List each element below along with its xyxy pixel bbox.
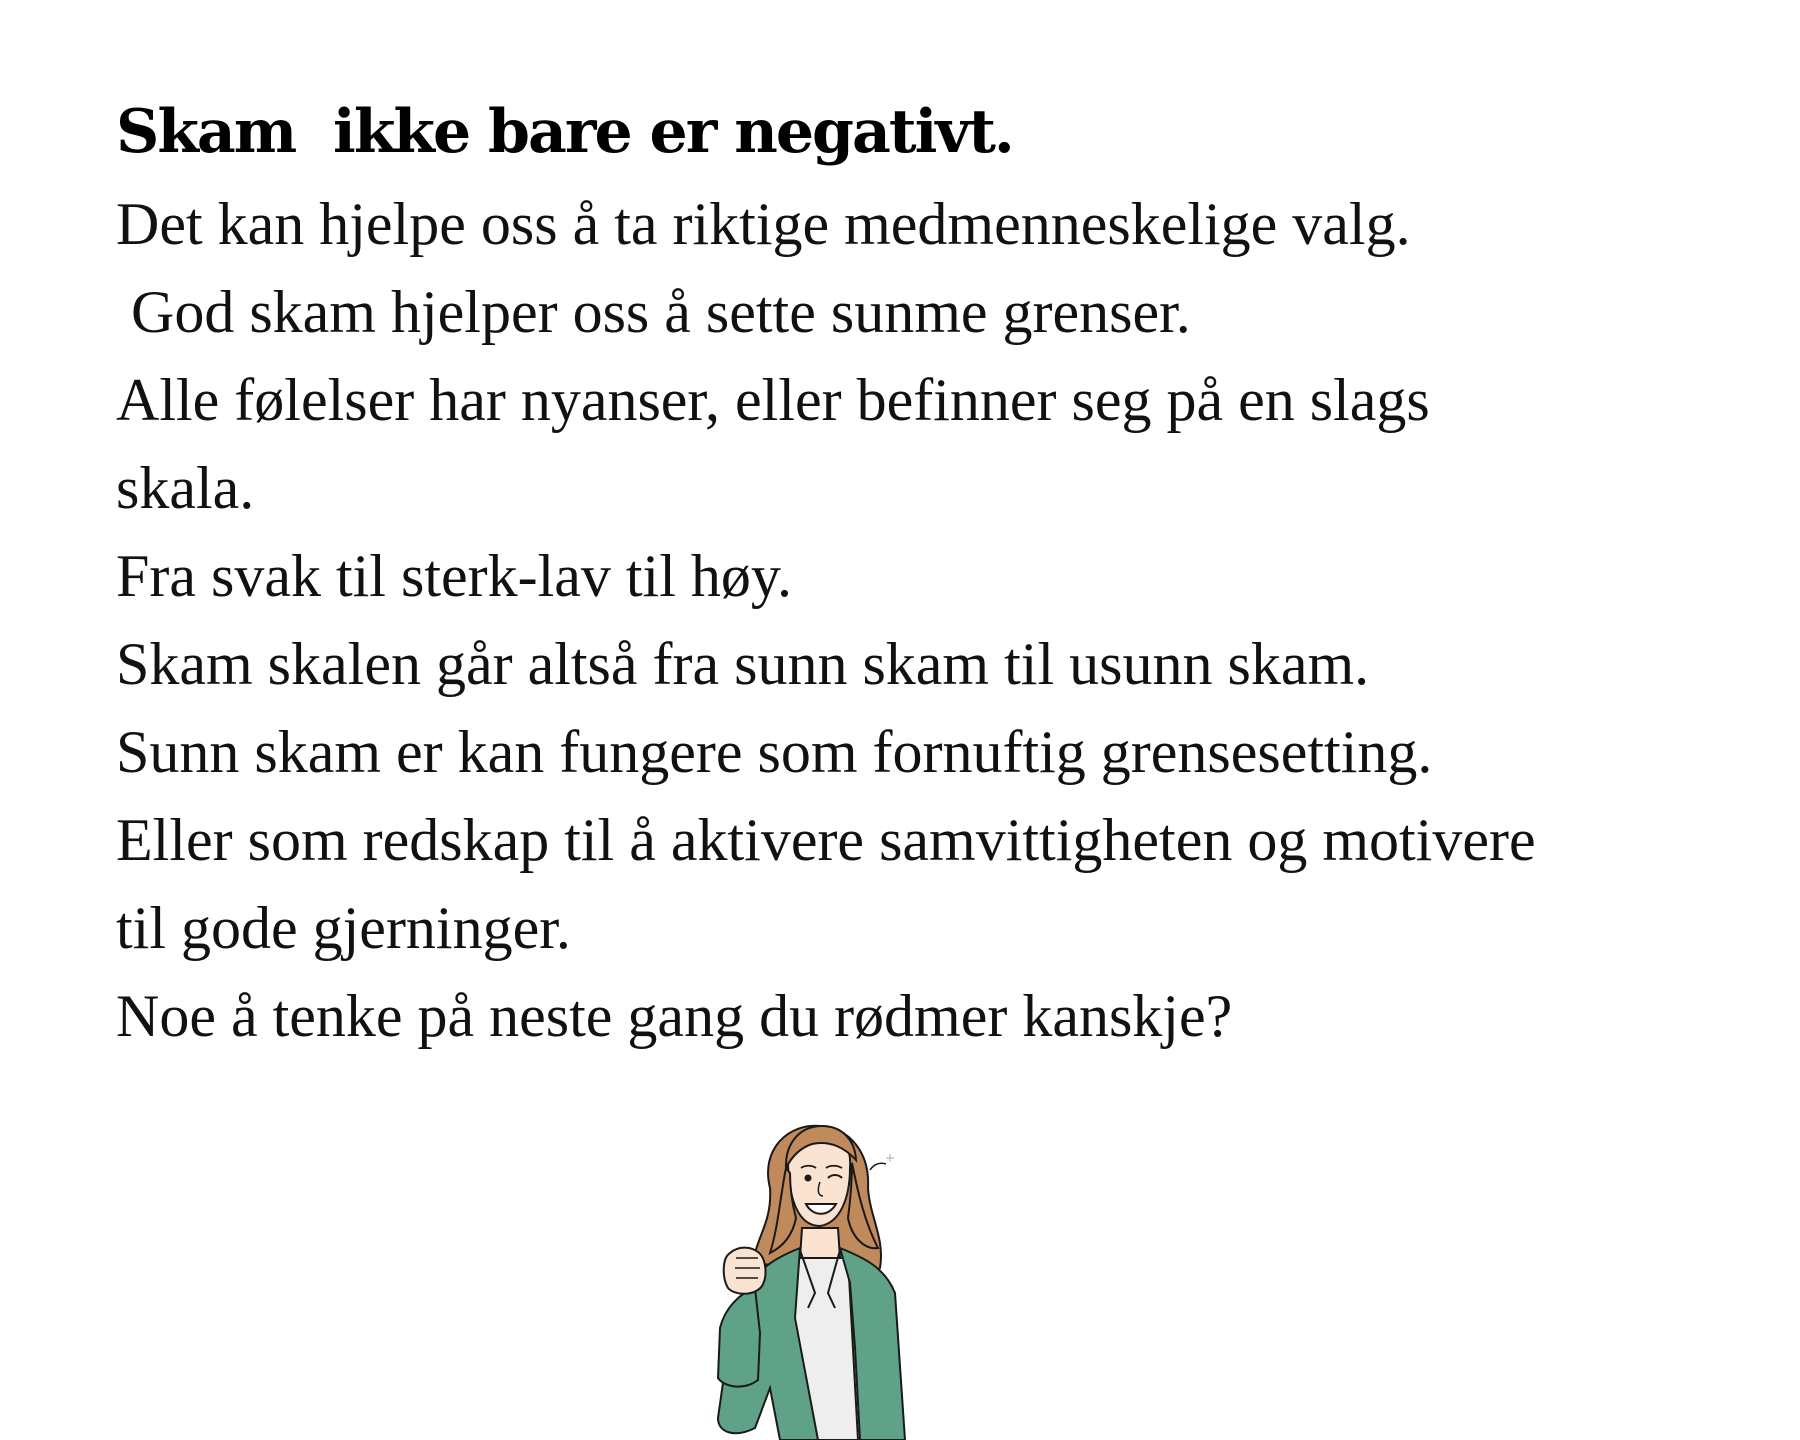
text-line: Fra svak til sterk-lav til høy. bbox=[116, 543, 792, 609]
text-line: God skam hjelper oss å sette sunme grenser. bbox=[116, 279, 1191, 345]
text-line: Eller som redskap til å aktivere samvittigheten og motivere bbox=[116, 807, 1536, 873]
text-line: til gode gjerninger. bbox=[116, 895, 571, 961]
text-line: Skam skalen går altså fra sunn skam til usunn skam. bbox=[116, 631, 1370, 697]
text-line: Alle følelser har nyanser, eller befinner seg på en slags bbox=[116, 367, 1430, 433]
text-line: Sunn skam er kan fungere som fornuftig grensesetting. bbox=[116, 719, 1433, 785]
winking-woman-illustration bbox=[700, 1118, 920, 1440]
page-title: Skam ikke bare er negativt. bbox=[116, 97, 1013, 167]
text-line: Det kan hjelpe oss å ta riktige medmenneskelige valg. bbox=[116, 191, 1411, 257]
body-text bbox=[116, 180, 1716, 1060]
text-line: Noe å tenke på neste gang du rødmer kanskje? bbox=[116, 983, 1233, 1049]
text-line: skala. bbox=[116, 455, 255, 521]
